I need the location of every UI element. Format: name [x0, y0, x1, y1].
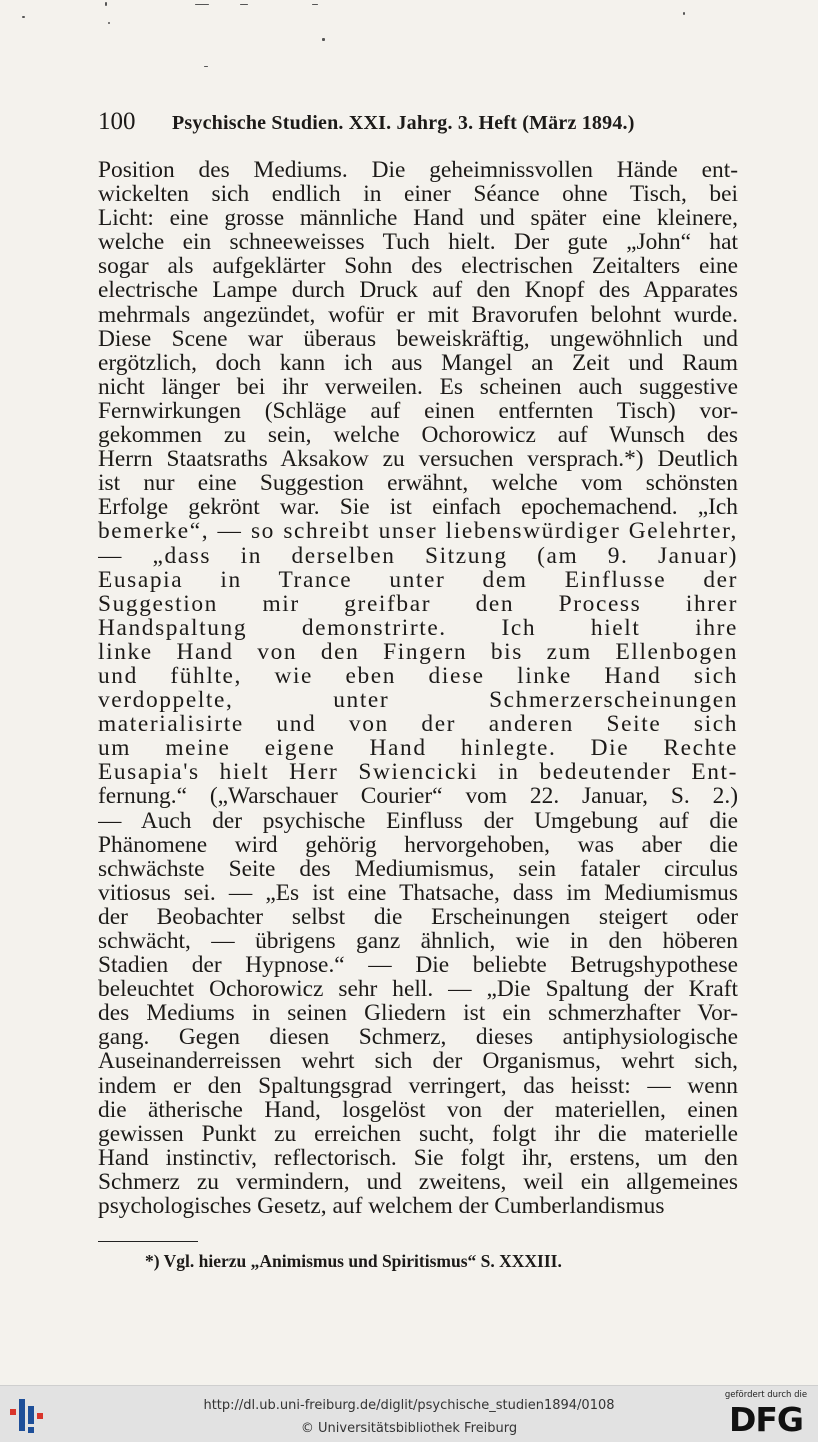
- running-header: [98, 108, 738, 142]
- text-line: vitiosus sei. — „Es ist eine Thatsache, dass im Mediumismus: [98, 880, 738, 905]
- text-line: electrische Lampe durch Druck auf den Knopf des Apparates: [98, 278, 738, 303]
- text-line: fernung.“ („Warschauer Courier“ vom 22. Januar, S. 2.): [98, 784, 738, 809]
- text-line: gang. Gegen diesen Schmerz, dieses antiphysiologische: [98, 1025, 738, 1050]
- running-title: Psychische Studien. XXI. Jahrg. 3. Heft (März 1894.): [172, 112, 635, 134]
- text-line: beleuchtet Ochorowicz sehr hell. — „Die Spaltung der Kraft: [98, 977, 738, 1002]
- body-text: [98, 158, 738, 1218]
- footnote: *) Vgl. hierzu „Animismus und Spiritismus“ S. XXXIII.: [145, 1251, 562, 1271]
- text-line: gekommen zu sein, welche Ochorowicz auf Wunsch des: [98, 423, 738, 448]
- text-line: und fühlte, wie eben diese linke Hand sich: [98, 663, 738, 689]
- text-line: um meine eigene Hand hinlegte. Die Rechte: [98, 736, 738, 761]
- page-number: 100: [98, 108, 136, 135]
- text-line: Fernwirkungen (Schläge auf einen entfernten Tisch) vor-: [98, 398, 738, 424]
- text-line: Eusapia's hielt Herr Swiencicki in bedeutender Ent-: [98, 760, 738, 785]
- text-line: Phänomene wird gehörig hervorgehoben, was aber die: [98, 832, 738, 857]
- text-line: welche ein schneeweisses Tuch hielt. Der gute „John“ hat: [98, 230, 738, 255]
- text-line: sogar als aufgeklärter Sohn des electrischen Zeitalters eine: [98, 254, 738, 279]
- text-line: Erfolge gekrönt war. Sie ist einfach epochemachend. „Ich: [98, 495, 738, 520]
- text-line: bemerke“, — so schreibt unser liebenswürdiger Gelehrter,: [98, 519, 738, 544]
- document-url-link[interactable]: http://dl.ub.uni-freiburg.de/diglit/psychische_studien1894/0108: [203, 1398, 615, 1413]
- text-line: materialisirte und von der anderen Seite sich: [98, 712, 738, 737]
- viewer-footer: [0, 1385, 818, 1442]
- text-line: die ätherische Hand, losgelöst von der materiellen, einen: [98, 1097, 738, 1122]
- text-line: Herrn Staatsraths Aksakow zu versuchen versprach.*) Deutlich: [98, 447, 738, 472]
- text-line: ist nur eine Suggestion erwähnt, welche vom schönsten: [98, 471, 738, 496]
- footnote-rule: [98, 1241, 198, 1242]
- text-line: schwächt, — übrigens ganz ähnlich, wie in den höberen: [98, 929, 738, 954]
- text-line: Auseinanderreissen wehrt sich der Organismus, wehrt sich,: [98, 1049, 738, 1074]
- text-line: Suggestion mir greifbar den Process ihrer: [98, 591, 738, 616]
- text-line: linke Hand von den Fingern bis zum Ellenbogen: [98, 639, 738, 664]
- text-line: Hand instinctiv, reflectorisch. Sie folgt ihr, erstens, um den: [98, 1145, 738, 1170]
- text-line: mehrmals angezündet, wofür er mit Bravorufen belohnt wurde.: [98, 302, 738, 327]
- text-line: ergötzlich, doch kann ich aus Mangel an Zeit und Raum: [98, 350, 738, 375]
- text-line: gewissen Punkt zu erreichen sucht, folgt ihr die materielle: [98, 1121, 738, 1146]
- dfg-logo: [718, 1390, 814, 1440]
- text-line: Position des Mediums. Die geheimnissvollen Hände ent-: [98, 158, 738, 183]
- text-line: Handspaltung demonstrirte. Ich hielt ihre: [98, 615, 738, 640]
- scan-specks: [0, 0, 818, 80]
- text-line: Schmerz zu vermindern, und zweitens, weil ein allgemeines: [98, 1169, 738, 1195]
- text-line: Eusapia in Trance unter dem Einflusse der: [98, 567, 738, 592]
- text-line: des Mediums in seinen Gliedern ist ein schmerzhafter Vor-: [98, 1001, 738, 1026]
- text-line: Diese Scene war überaus beweiskräftig, ungewöhnlich und: [98, 326, 738, 351]
- dfg-caption: gefördert durch die: [724, 1390, 808, 1400]
- text-line: nicht länger bei ihr verweilen. Es scheinen auch suggestive: [98, 374, 738, 399]
- text-line: der Beobachter selbst die Erscheinungen steigert oder: [98, 904, 738, 929]
- dfg-logo-text: DFG: [728, 1400, 804, 1439]
- text-line: verdoppelte, unter Schmerzerscheinungen: [98, 688, 738, 713]
- text-line: — Auch der psychische Einfluss der Umgebung auf die: [98, 808, 738, 833]
- text-line: schwächste Seite des Mediumismus, sein fataler circulus: [98, 856, 738, 881]
- text-line: Stadien der Hypnose.“ — Die beliebte Betrugshypothese: [98, 953, 738, 978]
- text-line: indem er den Spaltungsgrad verringert, das heisst: — wenn: [98, 1073, 738, 1098]
- text-line: — „dass in derselben Sitzung (am 9. Januar): [98, 543, 738, 568]
- text-line: psychologisches Gesetz, auf welchem der Cumberlandismus: [98, 1194, 665, 1219]
- copyright-notice: © Universitätsbibliothek Freiburg: [300, 1421, 518, 1436]
- text-line: Licht: eine grosse männliche Hand und später eine kleinere,: [98, 206, 738, 231]
- text-line: wickelten sich endlich in einer Séance ohne Tisch, bei: [98, 182, 738, 207]
